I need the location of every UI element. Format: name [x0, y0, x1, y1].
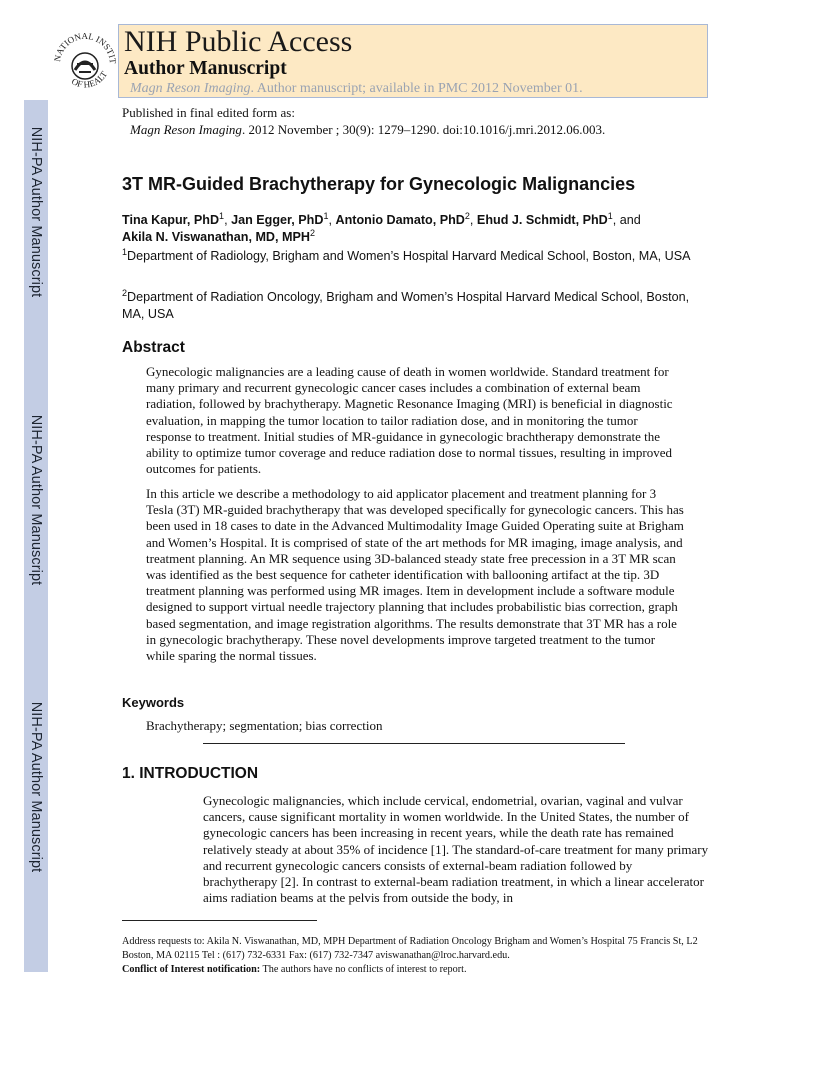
conflict-label: Conflict of Interest notification:: [122, 964, 261, 975]
article-title: 3T MR-Guided Brachytherapy for Gynecologic Malignancies: [122, 174, 636, 194]
citation-details: . 2012 November ; 30(9): 1279–1290. doi:10.1016/j.mri.2012.06.003.: [241, 122, 606, 137]
author-name: Akila N. Viswanathan, MD, MPH: [122, 230, 311, 244]
affiliation-mark: 1: [122, 247, 128, 257]
abstract-paragraph: In this article we describe a methodology to aid applicator placement and treatment planning for 3 Tesla (3T) MR-guided brachytherapy that was developed specifically for gynecologic cancers. This has been used in 18 cases to date in the Advanced Multimodality Image Guided Operating suite at Brigham and Women’s Hospital. It is comprised of state of the art methods for MR imaging, image analysis, and treatment planning. An MR sequence using 3D-balanced steady state free precession in a 3T MR scan was identified as the best sequence for catheter identification with ballooning artifact at the tip. 3D treatment planning was performed using MR images. Item in development include a software module designed to support virtual needle trajectory planning that includes probabilistic bias correction, graph based segmentation, and image registration algorithms. The results demonstrate that 3T MR has a role in gynecologic brachytherapy. These novel developments improve targeted treatment to the tumor while sparing the normal tissues.: [146, 486, 684, 664]
keywords-list: Brachytherapy; segmentation; bias correction: [146, 718, 383, 733]
nih-seal-icon: [48, 24, 122, 98]
author-affiliation-mark: 2: [310, 228, 316, 238]
author-manuscript-label: Author Manuscript: [124, 58, 287, 79]
author-separator: ,: [224, 213, 232, 227]
affiliation-mark: 2: [122, 288, 128, 298]
abstract-heading: Abstract: [122, 339, 185, 356]
citation: [130, 121, 605, 138]
author-separator: ,: [469, 213, 477, 227]
nih-public-access-title: NIH Public Access: [124, 25, 353, 58]
author-affiliation-mark: 1: [219, 211, 225, 221]
author-name: Tina Kapur, PhD: [122, 213, 220, 227]
introduction-heading: 1. INTRODUCTION: [122, 765, 259, 782]
author-separator: ,: [328, 213, 336, 227]
conflict-text: The authors have no conflicts of interest to report.: [260, 964, 467, 975]
author-name: Jan Egger, PhD: [231, 213, 324, 227]
author-name: Ehud J. Schmidt, PhD: [476, 213, 608, 227]
abstract-paragraph: Gynecologic malignancies are a leading cause of death in women worldwide. Standard treatment for many primary and recurrent gynecologic cancer cases includes a combination of external beam radiation, followed by brachytherapy. Magnetic Resonance Imaging (MRI) is beneficial in diagnostic evaluation, in mapping the tumor location to tailor radiation dose, and in monitoring the tumor response to treatment. Initial studies of MR-guidance in gynecologic brachtherapy demonstrate the ability to optimize tumor coverage and reduce radiation dose to normal tissues, resulting in improved outcomes for patients.: [146, 364, 673, 477]
journal-name: Magn Reson Imaging: [130, 81, 251, 96]
affiliation: [122, 248, 712, 265]
author-separator: , and: [612, 213, 641, 227]
affiliation-text: Department of Radiation Oncology, Brigham and Women’s Hospital Harvard Medical School, Boston, MA, USA: [122, 290, 690, 321]
keywords-heading: Keywords: [122, 695, 185, 710]
author-list: [122, 212, 712, 246]
section-divider: [203, 743, 625, 744]
address-footnote: Address requests to: Akila N. Viswanathan, MD, MPH Department of Radiation Oncology Brigham and Women’s Hospital 75 Francis St, L2 Boston, MA 02115 Tel : (617) 732-6331 Fax: (617) 732-7347 aviswanathan@lroc.harvard.edu.: [122, 936, 698, 961]
author-affiliation-mark: 2: [464, 211, 470, 221]
availability-note: [130, 81, 583, 97]
affiliation: [122, 289, 712, 323]
availability-text: . Author manuscript; available in PMC 2012 November 01.: [250, 81, 583, 96]
svg-text:OF HEALTH: OF HEALT: [69, 69, 110, 90]
side-label-text: NIH-PA Author Manuscript: [28, 414, 44, 586]
footnote-divider: [122, 920, 317, 921]
svg-text:NATIONAL INSTITUTES: NATIONAL INSTIT: [52, 30, 119, 65]
author-affiliation-mark: 1: [323, 211, 329, 221]
affiliation-text: Department of Radiology, Brigham and Women’s Hospital Harvard Medical School, Boston, MA, USA: [127, 249, 691, 263]
introduction-paragraph: Gynecologic malignancies, which include cervical, endometrial, ovarian, vaginal and vulvar cancers, cause significant mortality in women worldwide. In the United States, the number of gynecologic cancers has been increasing in recent years, while the death rate has remained relatively steady at about 35% of incidence [1]. The standard-of-care treatment for many primary and recurrent gynecologic cancers consists of external-beam radiation followed by brachytherapy [2]. In contrast to external-beam radiation treatment, in which a linear accelerator aims radiation beams at the pelvis from outside the body, in: [203, 793, 709, 906]
author-affiliation-mark: 1: [607, 211, 613, 221]
published-form-label: Published in final edited form as:: [122, 105, 295, 120]
side-label-text: NIH-PA Author Manuscript: [28, 701, 44, 873]
citation-journal: Magn Reson Imaging: [130, 122, 242, 137]
author-name: Antonio Damato, PhD: [335, 213, 465, 227]
side-label-text: NIH-PA Author Manuscript: [28, 126, 44, 298]
conflict-footnote: [122, 963, 712, 977]
